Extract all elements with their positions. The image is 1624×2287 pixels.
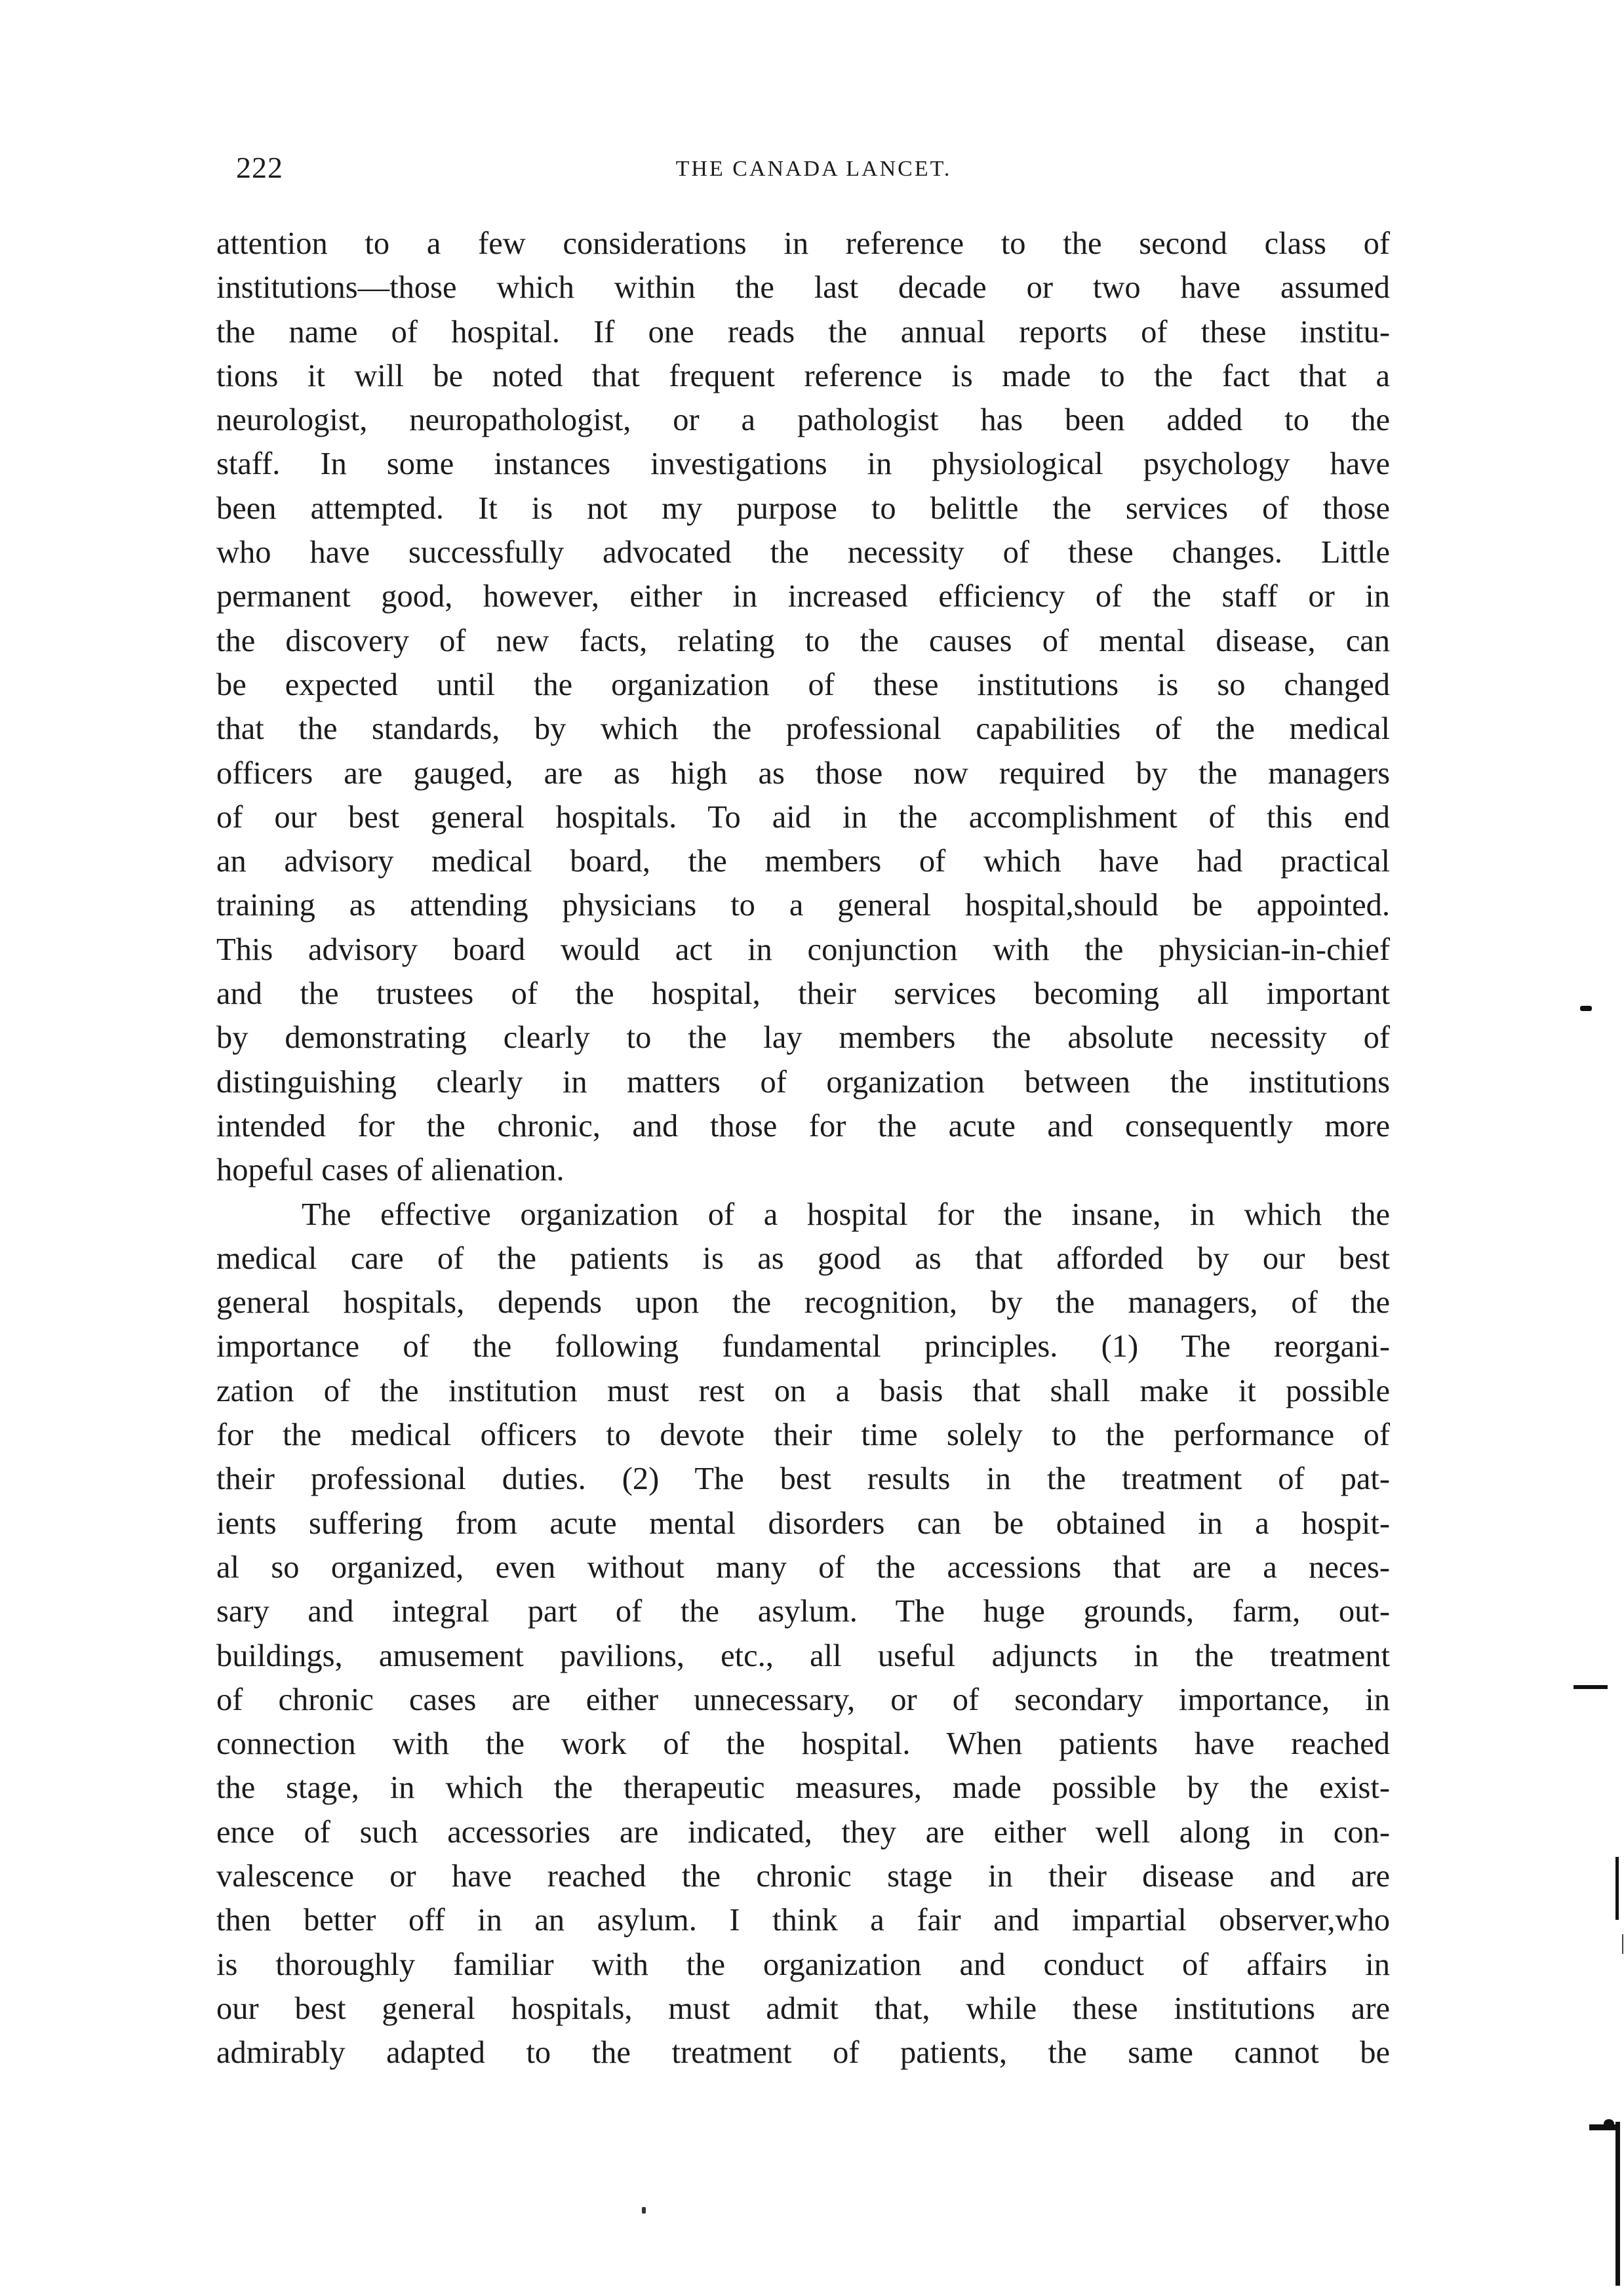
text-line: staff. In some instances investigations in physiological psychology have	[216, 447, 1390, 482]
text-line: their professional duties. (2) The best results in the treatment of pat-	[216, 1462, 1390, 1497]
scan-edge-mark	[1615, 1857, 1619, 1920]
text-line: been attempted. It is not my purpose to belittle the services of those	[216, 490, 1390, 526]
text-line: buildings, amusement pavilions, etc., all useful adjuncts in the treatment	[216, 1638, 1390, 1673]
text-line: the discovery of new facts, relating to the causes of mental disease, can	[216, 623, 1390, 658]
text-line: intended for the chronic, and those for the acute and consequently more	[216, 1108, 1390, 1144]
text-line: ients suffering from acute mental disorders can be obtained in a hospit-	[216, 1505, 1390, 1541]
text-line: connection with the work of the hospital. When patients have reached	[216, 1726, 1390, 1762]
text-line: al so organized, even without many of the accessions that are a neces-	[216, 1549, 1390, 1585]
text-line: is thoroughly familiar with the organization and conduct of affairs in	[216, 1947, 1390, 1982]
text-line: general hospitals, depends upon the recognition, by the managers, of the	[216, 1285, 1390, 1321]
text-line: medical care of the patients is as good as that afforded by our best	[216, 1241, 1390, 1276]
text-line: neurologist, neuropathologist, or a pathologist has been added to the	[216, 403, 1390, 438]
text-line: permanent good, however, either in increased efficiency of the staff or in	[216, 579, 1390, 614]
text-line: that the standards, by which the professional capabilities of the medical	[216, 711, 1390, 747]
text-line: importance of the following fundamental principles. (1) The reorgani-	[216, 1329, 1390, 1364]
page-header	[236, 148, 1391, 194]
text-line: institutions—those which within the last decade or two have assumed	[216, 270, 1390, 306]
text-line: valescence or have reached the chronic stage in their disease and are	[216, 1858, 1390, 1894]
text-line: an advisory medical board, the members of which have had practical	[216, 844, 1390, 879]
text-line: of our best general hospitals. To aid in the accomplishment of this end	[216, 799, 1390, 835]
article-body	[216, 222, 1390, 2075]
scan-corner-mark	[1604, 2119, 1614, 2128]
text-line: then better off in an asylum. I think a fair and impartial observer,who	[216, 1903, 1390, 1938]
text-line: of chronic cases are either unnecessary, or of secondary importance, in	[216, 1682, 1390, 1717]
text-line: This advisory board would act in conjunction with the physician-in-chief	[216, 932, 1390, 967]
text-line: officers are gauged, are as high as those now required by the managers	[216, 755, 1390, 791]
text-line: tions it will be noted that frequent reference is made to the fact that a	[216, 358, 1390, 393]
text-line: our best general hospitals, must admit that, while these institutions are	[216, 1991, 1390, 2026]
text-line: training as attending physicians to a general hospital,should be appointed.	[216, 888, 1390, 923]
paragraph-end-line: hopeful cases of alienation.	[216, 1153, 564, 1188]
page-number: 222	[236, 151, 283, 184]
text-line: and the trustees of the hospital, their services becoming all important	[216, 976, 1390, 1012]
scan-speck	[642, 2207, 646, 2214]
scan-edge-mark	[1622, 1934, 1623, 1954]
text-line: distinguishing clearly in matters of organization between the institutions	[216, 1064, 1390, 1100]
text-line: for the medical officers to devote their time solely to the performance of	[216, 1418, 1390, 1453]
text-line: the stage, in which the therapeutic measures, made possible by the exist-	[216, 1770, 1390, 1806]
text-line: attention to a few considerations in reference to the second class of	[216, 226, 1390, 261]
text-line: the name of hospital. If one reads the annual reports of these institu-	[216, 314, 1390, 349]
text-line: be expected until the organization of these institutions is so changed	[216, 667, 1390, 702]
text-line: ence of such accessories are indicated, they are either well along in con-	[216, 1814, 1390, 1850]
scan-margin-mark	[1580, 1006, 1592, 1011]
text-line: who have successfully advocated the necessity of these changes. Little	[216, 535, 1390, 570]
paragraph-start-line: The effective organization of a hospital for the insane, in which the	[302, 1197, 1390, 1232]
text-line: zation of the institution must rest on a basis that shall make it possible	[216, 1373, 1390, 1408]
text-line: by demonstrating clearly to the lay members the absolute necessity of	[216, 1020, 1390, 1056]
text-line: admirably adapted to the treatment of patients, the same cannot be	[216, 2035, 1390, 2071]
running-title: THE CANADA LANCET.	[675, 157, 952, 181]
scan-margin-mark	[1574, 1685, 1608, 1689]
scan-edge-mark	[1615, 2122, 1620, 2286]
text-line: sary and integral part of the asylum. The huge grounds, farm, out-	[216, 1594, 1390, 1629]
